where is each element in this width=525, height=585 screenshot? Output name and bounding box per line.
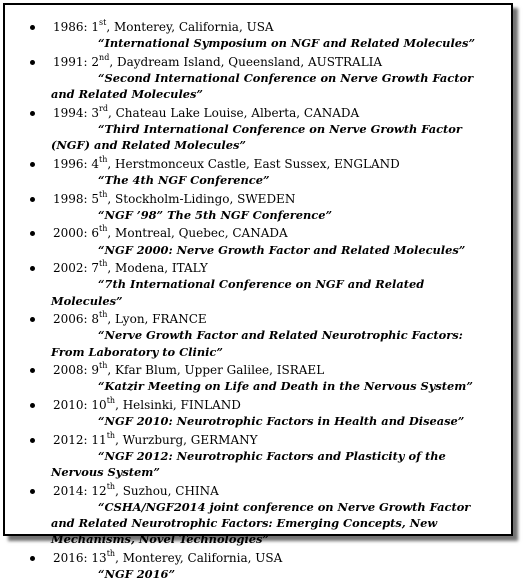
entry-location: , Helsinki, FINLAND	[115, 397, 241, 412]
conference-entry	[27, 311, 497, 360]
conference-entry	[27, 397, 497, 429]
entry-number: 2	[91, 54, 100, 69]
entry-location: , Monterey, California, USA	[106, 20, 274, 34]
entry-title: “Nerve Growth Factor and Related Neurotrophic Factors: From Laboratory to Clinic”	[51, 328, 463, 359]
entry-location: , Lyon, FRANCE	[107, 312, 207, 327]
entry-separator: :	[83, 191, 92, 206]
entry-ordinal-suffix: th	[99, 189, 108, 199]
entry-ordinal-suffix: th	[99, 361, 108, 371]
entry-ordinal-suffix: th	[106, 548, 116, 558]
entry-heading	[53, 548, 283, 565]
entry-title: “NGF 2010: Neurotrophic Factors in Health and Disease”	[98, 414, 465, 429]
bullet-icon	[30, 111, 35, 116]
entry-heading	[53, 189, 296, 206]
entry-year: 1998	[53, 191, 84, 206]
entry-title: “NGF 2000: Nerve Growth Factor and Related Molecules”	[98, 242, 466, 257]
entry-location: , Chateau Lake Louise, Alberta, CANADA	[108, 105, 360, 120]
entry-title: “International Symposium on NGF and Related Molecules”	[98, 36, 475, 51]
entry-number: 10	[91, 397, 107, 412]
entry-separator: :	[83, 312, 92, 327]
entry-title: “7th International Conference on NGF and Related Molecules”	[51, 277, 425, 308]
bullet-icon	[30, 60, 35, 65]
entry-number: 13	[91, 550, 107, 565]
entry-year: 2006	[53, 312, 84, 327]
bullet-icon	[30, 317, 35, 322]
entry-number: 9	[91, 363, 100, 378]
conference-entry	[27, 105, 497, 154]
bullet-icon	[30, 368, 35, 373]
entry-title: “Second International Conference on Nerve Growth Factor and Related Molecules”	[51, 71, 474, 102]
entry-title: “NGF 2016”	[98, 567, 175, 582]
entry-heading	[53, 395, 241, 412]
conference-entry	[27, 362, 497, 394]
conference-entry	[27, 483, 497, 548]
entry-year: 2008	[53, 363, 84, 378]
entry-separator: :	[83, 156, 92, 171]
entry-year: 1991	[53, 54, 84, 69]
entry-separator: :	[83, 105, 92, 120]
entry-heading	[53, 261, 208, 275]
entry-number: 8	[91, 312, 100, 327]
entry-title: “NGF 2012: Neurotrophic Factors and Plasticity of the Nervous System”	[51, 448, 446, 480]
entry-location: , Monterey, California, USA	[115, 550, 283, 565]
entry-year: 1986	[53, 20, 84, 34]
entry-separator: :	[83, 226, 92, 241]
entry-title: “NGF ’98” The 5th NGF Conference”	[98, 207, 333, 222]
entry-year: 2014	[53, 483, 84, 498]
conference-list	[27, 19, 497, 585]
bullet-icon	[30, 231, 35, 236]
conference-entry	[27, 54, 497, 103]
entry-heading	[53, 481, 219, 498]
conference-entry	[27, 19, 497, 51]
entry-location: , Suzhou, CHINA	[115, 483, 219, 498]
bullet-icon	[30, 197, 35, 202]
entry-number: 4	[91, 156, 100, 171]
entry-separator: :	[83, 54, 92, 69]
entry-year: 2016	[53, 550, 84, 565]
entry-year: 2000	[53, 226, 84, 241]
entry-heading	[53, 103, 360, 120]
entry-location: , Modena, ITALY	[107, 261, 208, 276]
bullet-icon	[30, 556, 35, 561]
entry-year: 1996	[53, 156, 84, 171]
entry-location: , Wurzburg, GERMANY	[115, 432, 258, 447]
entry-title: “CSHA/NGF2014 joint conference on Nerve Growth Factor and Related Neurotrophic Factors: Emerging Concepts, New Mechanisms, Novel Technologies”	[51, 499, 471, 547]
bullet-icon	[30, 438, 35, 443]
entry-heading	[53, 20, 274, 34]
bullet-icon	[30, 162, 35, 167]
entry-ordinal-suffix: rd	[99, 103, 108, 113]
entry-separator: :	[83, 550, 92, 565]
bullet-icon	[30, 489, 35, 494]
entry-ordinal-suffix: th	[106, 430, 116, 440]
entry-separator: :	[83, 483, 92, 498]
entry-separator: :	[83, 363, 92, 378]
entry-location: , Kfar Blum, Upper Galilee, ISRAEL	[107, 363, 325, 378]
entry-number: 6	[91, 226, 100, 241]
entry-number: 7	[91, 261, 100, 276]
entry-ordinal-suffix: nd	[99, 52, 110, 62]
entry-location: , Montreal, Quebec, CANADA	[107, 226, 288, 241]
entry-number: 5	[91, 191, 100, 206]
entry-year: 2010	[53, 397, 84, 412]
entry-separator: :	[83, 20, 92, 34]
entry-ordinal-suffix: th	[99, 224, 108, 234]
entry-year: 2012	[53, 432, 84, 447]
entry-ordinal-suffix: th	[106, 481, 116, 491]
entry-year: 1994	[53, 105, 84, 120]
entry-title: “Third International Conference on Nerve Growth Factor (NGF) and Related Molecules”	[51, 122, 462, 153]
entry-ordinal-suffix: th	[99, 259, 108, 269]
entry-number: 12	[91, 483, 107, 498]
conference-entry	[27, 260, 497, 309]
bullet-icon	[30, 403, 35, 408]
entry-ordinal-suffix: th	[99, 310, 108, 320]
conference-entry	[27, 156, 497, 188]
entry-heading	[53, 363, 324, 377]
entry-heading	[53, 154, 400, 171]
entry-number: 11	[91, 432, 107, 447]
entry-ordinal-suffix: th	[99, 154, 108, 164]
entry-heading	[53, 430, 258, 447]
bullet-icon	[30, 25, 35, 30]
conference-entry	[27, 191, 497, 223]
entry-heading	[53, 52, 383, 69]
entry-number: 1	[91, 20, 100, 34]
conference-list-box	[3, 3, 513, 582]
entry-separator: :	[83, 432, 92, 447]
entry-year: 2002	[53, 261, 84, 276]
entry-separator: :	[83, 397, 92, 412]
entry-ordinal-suffix: st	[99, 18, 107, 27]
entry-location: , Stockholm-Lidingo, SWEDEN	[107, 191, 296, 206]
conference-entry	[27, 550, 497, 582]
entry-ordinal-suffix: th	[106, 395, 116, 405]
entry-number: 3	[91, 105, 100, 120]
conference-entry	[27, 432, 497, 481]
entry-heading	[53, 312, 207, 326]
entry-location: , Herstmonceux Castle, East Sussex, ENGLAND	[107, 156, 400, 171]
entry-heading	[53, 226, 288, 240]
entry-title: “The 4th NGF Conference”	[98, 173, 270, 187]
entry-location: , Daydream Island, Queensland, AUSTRALIA	[109, 54, 383, 69]
conference-entry	[27, 225, 497, 257]
entry-title: “Katzir Meeting on Life and Death in the Nervous System”	[98, 379, 473, 394]
entry-separator: :	[83, 261, 92, 276]
bullet-icon	[30, 266, 35, 271]
